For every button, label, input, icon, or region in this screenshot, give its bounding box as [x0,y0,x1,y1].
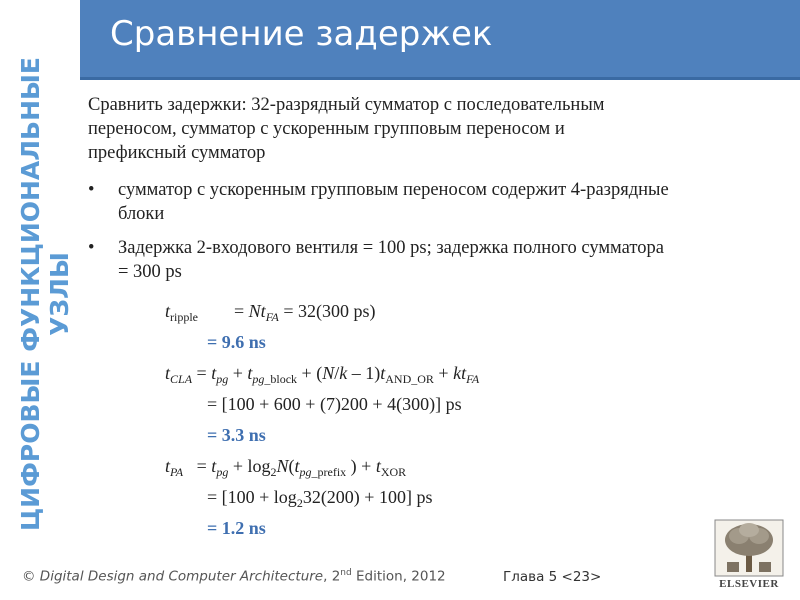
bullet-2-line-1: • Задержка 2-входового вентиля = 100 ps; задержка полного сумматора [118,238,664,258]
prefix-calc-part2: 32(200) + 100] ps [302,487,433,507]
equation-cla: $t_{CLA} = t_{pg} + t_{pg\_block} + (N/k - 1)t_{AND\_OR} + kt_{FA}$ [165,363,480,386]
bullet-1-line-1: • сумматор с ускоренным групповым переносом содержит 4-разрядные [118,180,669,200]
equation-ripple: $t_{ripple}$ = $Nt_{FA} = 32(300$ ps) [165,301,376,324]
side-section-label [16,34,74,554]
title-bar [80,0,800,80]
bullet-item [88,178,778,226]
ripple-expression: = 32(300 ps) [283,301,376,321]
logo-text: ELSEVIER [719,578,779,590]
prefix-calculation: = $[100 + \log_232(200) + 100]$ ps [207,487,433,510]
intro-line-3: префиксный сумматор [88,143,266,163]
prefix-calc-part1: = [100 + log [207,487,297,507]
intro-text [88,93,758,165]
bullet-item [88,236,778,284]
publisher-logo [713,518,785,594]
cla-result: = 3.3 ns [207,425,266,445]
slide-title: Сравнение задержек [110,14,493,54]
edition-suffix: nd [340,568,352,578]
copyright-prefix: © [22,568,40,585]
edition-year: Edition, 2012 [351,568,446,585]
intro-line-2: переносом, сумматор с ускоренным групповым переносом и [88,119,565,139]
edition-number: , 2 [323,568,341,585]
intro-line-1: Сравнить задержки: 32-разрядный сумматор с последовательным [88,95,605,115]
book-title: Digital Design and Computer Architecture [39,568,324,585]
chapter-label: Глава 5 <23> [503,569,602,585]
prefix-result: = 1.2 ns [207,518,266,538]
side-bar [0,0,80,560]
side-label-line2: УЗЛЫ [45,252,74,336]
bullet-list [88,178,778,294]
bullet-1-line-2: блоки [118,204,165,224]
side-label-line1: ЦИФРОВЫЕ ФУНКЦИОНАЛЬНЫЕ [16,57,45,532]
footer-copyright [22,568,446,585]
cla-calculation: = [100 + 600 + (7)200 + 4(300)] ps [207,394,462,414]
elsevier-tree-icon [713,518,785,578]
ripple-result: = 9.6 ns [207,332,266,352]
equation-prefix: $t_{PA} = t_{pg} + \log_2N(t_{pg\_prefix}$ ) + $t_{XOR}$ [165,456,407,479]
bullet-2-line-2: = 300 ps [118,262,182,282]
